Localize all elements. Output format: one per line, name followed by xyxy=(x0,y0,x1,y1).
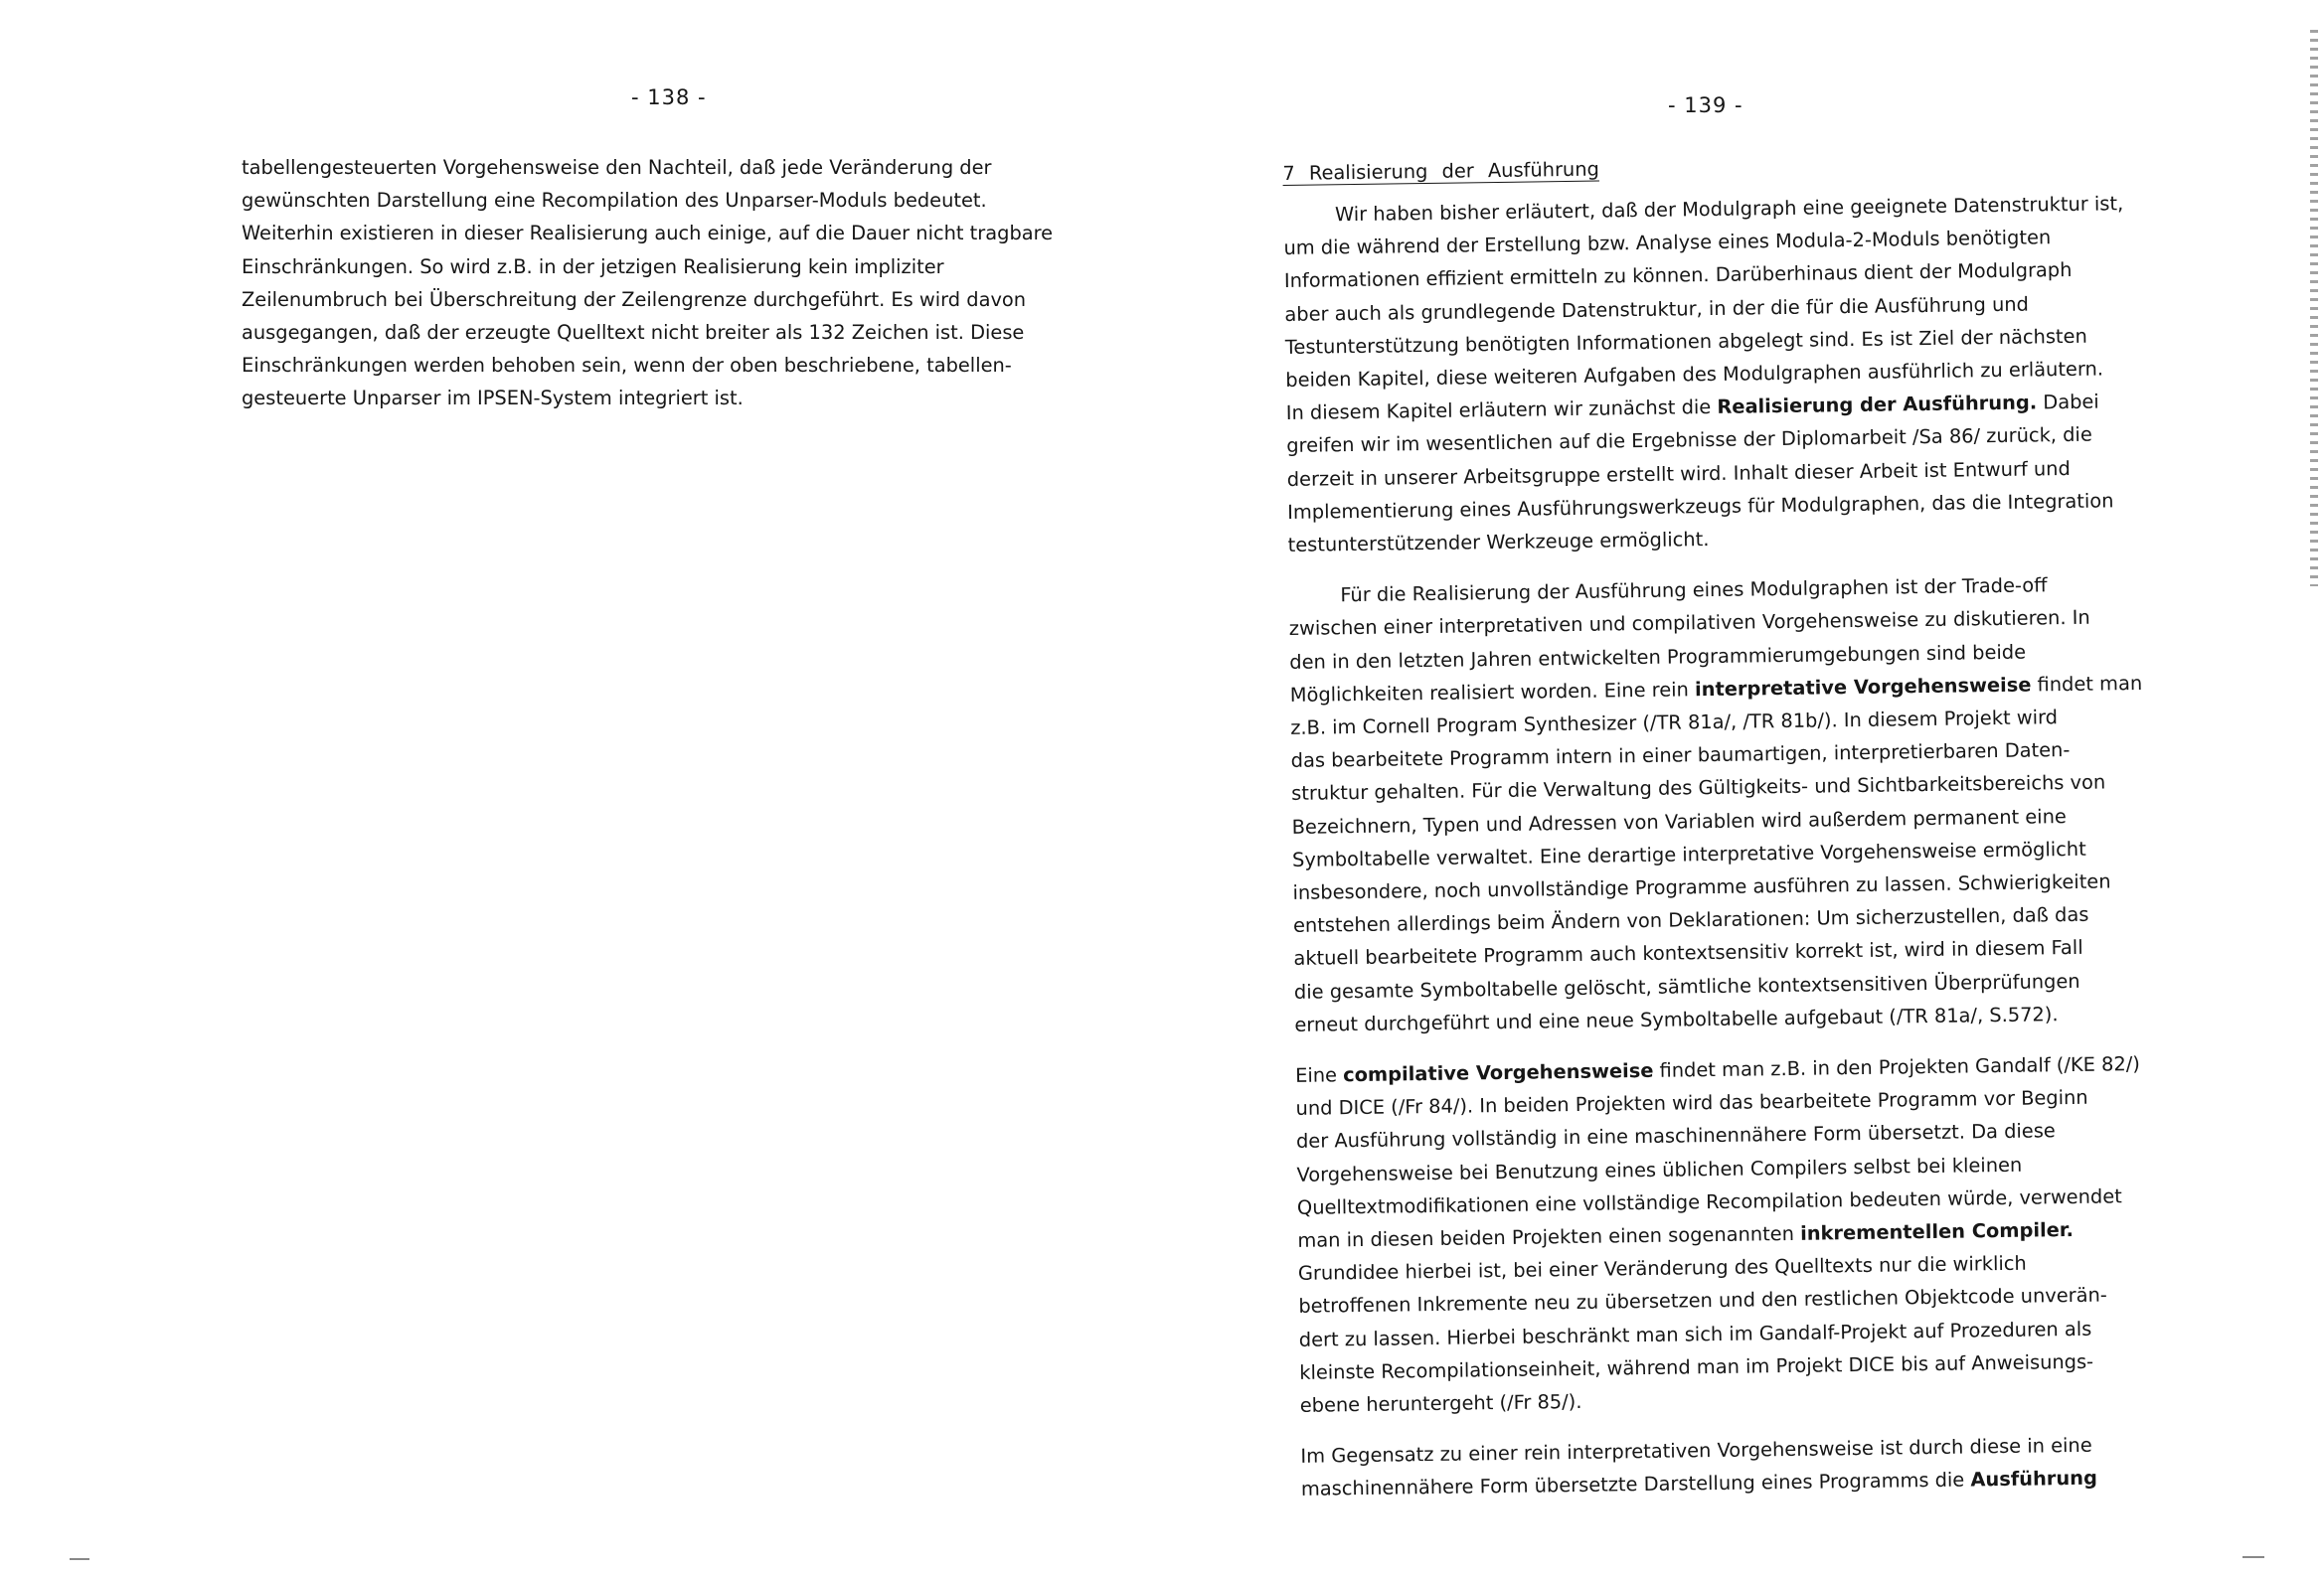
text-run: betroffenen Inkremente neu zu übersetzen und den restlichen Objektcode unverän- xyxy=(1298,1283,2107,1319)
text-run: Einschränkungen werden behoben sein, wenn der oben beschriebene, tabellen- xyxy=(242,354,1012,378)
text-run: zwischen einer interpretativen und compilativen Vorgehensweise zu diskutieren. In xyxy=(1288,606,2090,641)
text-run: dert zu lassen. Hierbei beschränkt man sich im Gandalf-Projekt auf Prozeduren als xyxy=(1298,1317,2092,1351)
text-line xyxy=(242,283,1026,316)
text-run: und DICE (/Fr 84/). In beiden Projekten wird das bearbeitete Programm vor Beginn xyxy=(1295,1085,2088,1121)
scan-artifact xyxy=(70,1558,89,1560)
text-line xyxy=(242,316,1024,349)
text-run: z.B. im Cornell Program Synthesizer (/TR 81a/, /TR 81b/). In diesem Projekt wird xyxy=(1290,706,2059,739)
text-line xyxy=(1287,523,1709,561)
text-run: ebene heruntergeht (/Fr 85/). xyxy=(1299,1389,1582,1417)
bold-term: Realisierung der Ausführung. xyxy=(1717,391,2038,419)
text-run: aber auch als grundlegende Datenstruktur, in der die für die Ausführung und xyxy=(1284,292,2030,326)
section-heading: 7 Realisierung der Ausführung xyxy=(1282,157,1600,185)
page-number: - 139 - xyxy=(1668,93,1743,117)
text-run: Testunterstützung benötigten Informationen abgelegt sind. Es ist Ziel der nächsten xyxy=(1284,324,2087,359)
text-run: Symboltabelle verwaltet. Eine derartige interpretative Vorgehensweise ermöglicht xyxy=(1291,837,2086,871)
text-run: Möglichkeiten realisiert worden. Eine rein xyxy=(1289,678,1696,707)
text-run: tabellengesteuerten Vorgehensweise den Nachteil, daß jede Veränderung der xyxy=(242,156,992,179)
text-run: gesteuerte Unparser im IPSEN-System integriert ist. xyxy=(242,387,744,410)
text-run: Weiterhin existieren in dieser Realisierung auch einige, auf die Dauer nicht tragbare xyxy=(242,222,1054,245)
text-line xyxy=(242,151,992,184)
text-run: Bezeichnern, Typen und Adressen von Variablen wird außerdem permanent eine xyxy=(1291,804,2067,839)
text-run: derzeit in unserer Arbeitsgruppe erstellt wird. Inhalt dieser Arbeit ist Entwurf und xyxy=(1286,456,2071,491)
bold-term: Ausführung xyxy=(1970,1467,2098,1492)
text-run: Im Gegensatz zu einer rein interpretativen Vorgehensweise ist durch diese in eine xyxy=(1300,1433,2092,1469)
text-run: Implementierung eines Ausführungswerkzeugs für Modulgraphen, das die Integration xyxy=(1287,489,2114,524)
text-run: Zeilenumbruch bei Überschreitung der Zeilengrenze durchgeführt. Es wird davon xyxy=(242,287,1027,311)
text-run: Grundidee hierbei ist, bei einer Veränderung des Quelltexts nur die wirklich xyxy=(1297,1251,2027,1286)
text-run: das bearbeitete Programm intern in einer baumartigen, interpretierbaren Daten- xyxy=(1290,738,2071,773)
text-run: findet man xyxy=(2031,671,2143,697)
text-run: aktuell bearbeitete Programm auch kontextsensitiv korrekt ist, wird in diesem Fall xyxy=(1293,936,2083,971)
text-line xyxy=(242,217,1053,249)
text-run: In diesem Kapitel erläutern wir zunächst die xyxy=(1285,395,1718,425)
text-run: Einschränkungen. So wird z.B. in der jetzigen Realisierung kein impliziter xyxy=(242,254,944,278)
text-run: findet man z.B. in den Projekten Gandalf (/KE 82/) xyxy=(1653,1052,2141,1082)
text-run: den in den letzten Jahren entwickelten Programmierumgebungen sind beide xyxy=(1289,640,2027,674)
text-run: kleinste Recompilationseinheit, während man im Projekt DICE bis auf Anweisungs- xyxy=(1299,1349,2094,1384)
text-run: ausgegangen, daß der erzeugte Quelltext nicht breiter als 132 Zeichen ist. Diese xyxy=(242,321,1025,344)
text-run: Quelltextmodifikationen eine vollständige Recompilation bedeuten würde, verwendet xyxy=(1296,1184,2122,1219)
right-page xyxy=(1162,0,2324,1577)
text-run: der Ausführung vollständig in eine maschinennähere Form übersetzt. Da diese xyxy=(1295,1119,2056,1154)
text-line xyxy=(242,250,944,283)
text-run: Für die Realisierung der Ausführung eines Modulgraphen ist der Trade-off xyxy=(1340,573,2048,607)
page-number: - 138 - xyxy=(631,85,707,109)
text-line xyxy=(242,382,744,414)
text-run: struktur gehalten. Für die Verwaltung des Gültigkeits- und Sichtbarkeitsbereichs von xyxy=(1290,770,2106,806)
text-run: Vorgehensweise bei Benutzung eines üblichen Compilers selbst bei kleinen xyxy=(1296,1153,2023,1186)
scan-artifact xyxy=(2242,1556,2264,1558)
text-line xyxy=(242,349,1012,382)
text-run: man in diesen beiden Projekten einen sogenannten xyxy=(1297,1221,1801,1252)
text-run: entstehen allerdings beim Ändern von Deklarationen: Um sicherzustellen, daß das xyxy=(1292,902,2089,938)
bold-term: inkrementellen Compiler. xyxy=(1799,1217,2075,1245)
text-run: die gesamte Symboltabelle gelöscht, sämtliche kontextsensitiven Überprüfungen xyxy=(1293,969,2080,1004)
text-line xyxy=(242,184,987,217)
text-run: testunterstützender Werkzeuge ermöglicht. xyxy=(1287,528,1710,556)
text-run: beiden Kapitel, diese weiteren Aufgaben des Modulgraphen ausführlich zu erläutern. xyxy=(1285,357,2104,392)
scan-edge xyxy=(2310,30,2318,586)
text-run: Informationen effizient ermitteln zu können. Darüberhinaus dient der Modulgraph xyxy=(1283,258,2073,293)
text-line xyxy=(1300,1385,1582,1422)
text-run: um die während der Erstellung bzw. Analyse eines Modula-2-Moduls benötigten xyxy=(1283,226,2052,260)
text-run: Dabei xyxy=(2036,390,2099,414)
text-run: Wir haben bisher erläutert, daß der Modulgraph eine geeignete Datenstruktur ist, xyxy=(1334,192,2124,227)
text-run: greifen wir im wesentlichen auf die Ergebnisse der Diplomarbeit /Sa 86/ zurück, die xyxy=(1286,423,2092,458)
text-run: insbesondere, noch unvollständige Programme ausführen zu lassen. Schwierigkeiten xyxy=(1292,869,2111,904)
bold-term: compilative Vorgehensweise xyxy=(1342,1058,1654,1087)
text-run: erneut durchgeführt und eine neue Symboltabelle aufgebaut (/TR 81a/, S.572). xyxy=(1294,1002,2059,1036)
bold-term: interpretative Vorgehensweise xyxy=(1694,673,2032,702)
text-run: Eine xyxy=(1294,1063,1344,1087)
text-run: maschinennähere Form übersetzte Darstellung eines Programms die xyxy=(1300,1468,1971,1501)
text-run: gewünschten Darstellung eine Recompilation des Unparser-Moduls bedeutet. xyxy=(242,189,987,213)
